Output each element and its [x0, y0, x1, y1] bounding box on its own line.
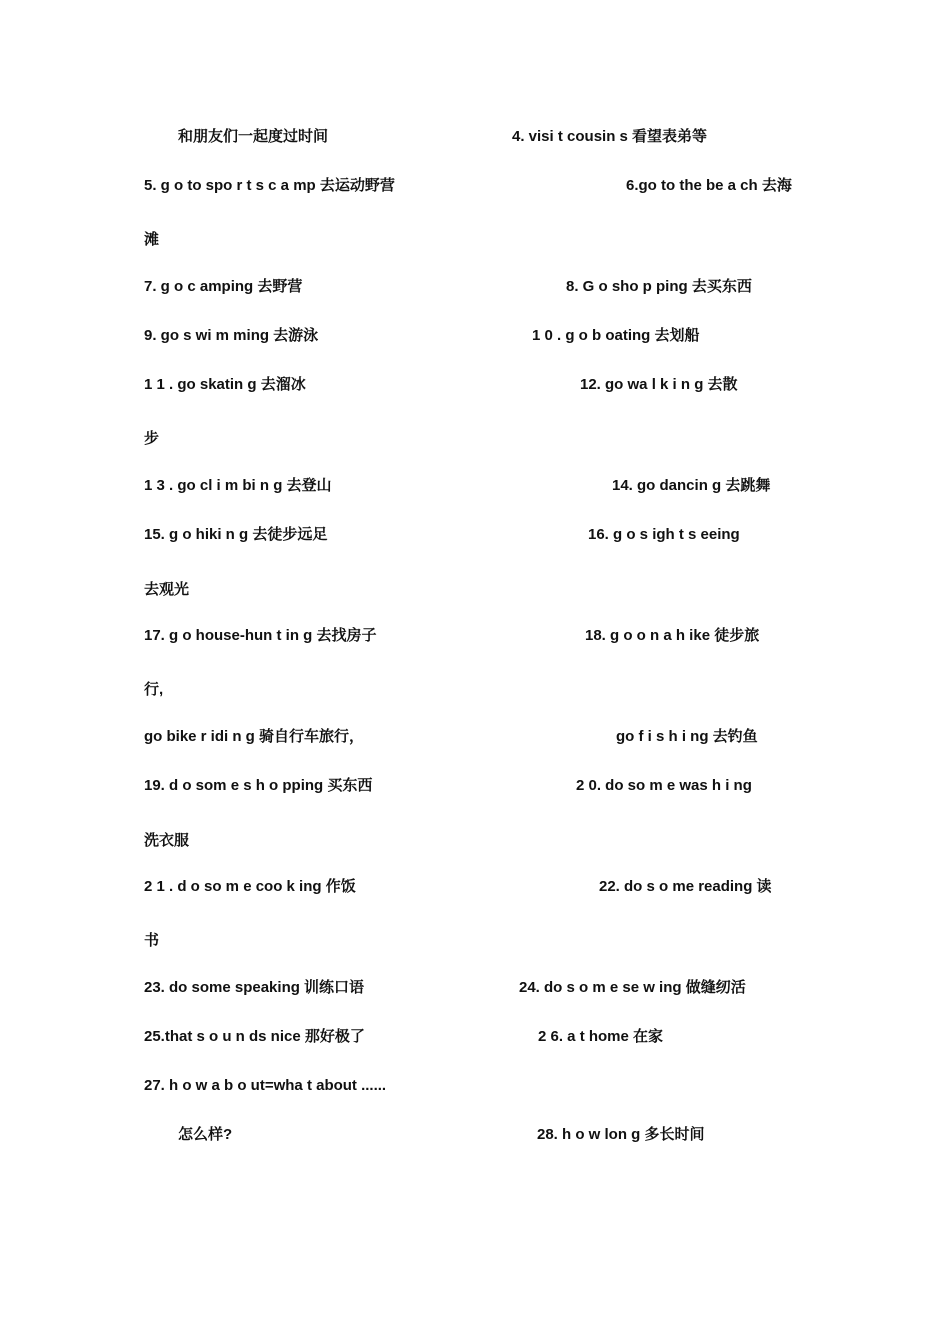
line-25: 洗衣服 [144, 832, 190, 849]
line-29: 23. do some speaking 训练口语 [144, 979, 365, 996]
line-17: 去观光 [144, 581, 190, 598]
line-10: 1 1 . go skatin g 去溜冰 [144, 376, 306, 393]
line-35: 28. h o w lon g 多长时间 [537, 1126, 705, 1143]
line-28: 书 [144, 932, 160, 949]
line-12: 步 [144, 430, 160, 447]
line-16: 16. g o s igh t s eeing [588, 526, 740, 543]
line-20: 行, [144, 681, 164, 698]
line-18: 17. g o house-hun t in g 去找房子 [144, 627, 377, 644]
line-6: 7. g o c amping 去野营 [144, 278, 303, 295]
line-11: 12. go wa l k i n g 去散 [580, 376, 738, 393]
line-33: 27. h o w a b o ut=wha t about ...... [144, 1077, 387, 1094]
line-13: 1 3 . go cl i m bi n g 去登山 [144, 477, 332, 494]
line-34: 怎么样? [178, 1126, 233, 1143]
line-24: 2 0. do so m e was h i ng [576, 777, 752, 794]
line-26: 2 1 . d o so m e coo k ing 作饭 [144, 878, 356, 895]
line-9: 1 0 . g o b oating 去划船 [532, 327, 700, 344]
line-19: 18. g o o n a h ike 徒步旅 [585, 627, 760, 644]
line-2: 4. visi t cousin s 看望表弟等 [512, 128, 708, 145]
line-22: go f i s h i ng 去钓鱼 [616, 728, 758, 745]
line-23: 19. d o som e s h o pping 买东西 [144, 777, 373, 794]
line-21: go bike r idi n g 骑自行车旅行， [144, 728, 365, 745]
line-8: 9. go s wi m ming 去游泳 [144, 327, 319, 344]
line-15: 15. g o hiki n g 去徒步远足 [144, 526, 328, 543]
line-5: 滩 [144, 231, 160, 248]
line-14: 14. go dancin g 去跳舞 [612, 477, 771, 494]
line-32: 2 6. a t home 在家 [538, 1028, 664, 1045]
line-27: 22. do s o me reading 读 [599, 878, 772, 895]
line-30: 24. do s o m e se w ing 做缝纫活 [519, 979, 746, 996]
line-4: 6.go to the be a ch 去海 [626, 177, 792, 194]
line-7: 8. G o sho p ping 去买东西 [566, 278, 752, 295]
line-3: 5. g o to spo r t s c a mp 去运动野营 [144, 177, 395, 194]
line-31: 25.that s o u n ds nice 那好极了 [144, 1028, 365, 1045]
line-1: 和朋友们一起度过时间 [178, 128, 329, 145]
